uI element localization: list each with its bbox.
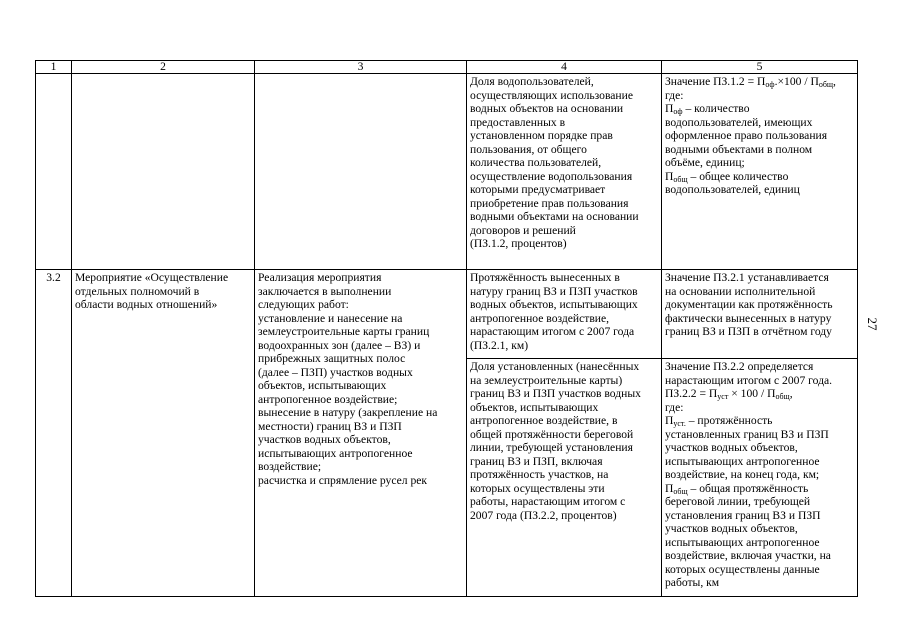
indicator-description: Доля установленных (нанесённых на землеустроительные карты) границ ВЗ и ПЗП участков водных объектов, испытывающих антропогенное воздействие, в общей протяжённости береговой линии, требующей установления границ ВЗ и ПЗП, включая протяжённость участков, на которых осуществлены эти работы, нарастающим итогом с 2007 года (ПЗ.2.2, процентов) — [467, 359, 662, 597]
param-text: – общая протяжённость береговой линии, требующей установления границ ВЗ и ПЗП участков водных объектов, испытывающих антропогенное воздействие, включая участки, на которых осуществлены данные работы, км — [665, 481, 831, 589]
formula-text: , — [789, 387, 793, 400]
indicators-table — [35, 60, 858, 597]
formula-subscript: уст — [717, 392, 729, 401]
formula-line — [665, 75, 854, 89]
formula-subscript: оф — [765, 80, 775, 89]
indicator-formula-cell: Значение ПЗ.2.1 устанавливается на основании исполнительной документации как протяжённость фактически вынесенных в натуру границ ВЗ и ПЗП в отчётном году — [662, 270, 858, 359]
param-subscript: общ — [673, 174, 688, 184]
param-symbol: П — [665, 414, 674, 427]
table-cell — [72, 74, 255, 270]
formula-subscript: общ — [818, 80, 834, 89]
param-symbol: П — [665, 481, 674, 495]
indicator-description: Доля водопользователей, осуществляющих использование водных объектов на основании предоставленных в установленном порядке прав пользования, от общего количества пользователей, осуществление водопользования которыми предусматривает приобретение прав пользования водными объектами на основании договоров и решений (ПЗ.1.2, процентов) — [467, 74, 662, 270]
formula-intro: Значение ПЗ.2.2 определяется нарастающим итогом с 2007 года. — [665, 360, 833, 387]
indicator-description: Протяжённость вынесенных в натуру границ ВЗ и ПЗП участков водных объектов, испытывающих антропогенное воздействие, нарастающим итогом с 2007 года (ПЗ.2.1, км) — [467, 270, 662, 359]
param-symbol: П — [665, 169, 674, 183]
table-row — [36, 270, 858, 359]
formula-text: ПЗ.2.2 = П — [665, 387, 718, 400]
table-row — [36, 74, 858, 270]
formula-param — [665, 170, 854, 197]
measure-description: Реализация мероприятия заключается в выполнении следующих работ: установление и нанесение на землеустроительные карты границ водоохранных зон (далее – ВЗ) и прибрежных защитных полос (далее – ПЗП) участков водных объектов, испытывающих антропогенное воздействие; вынесение в натуру (закрепление на местности) границ ВЗ и ПЗП участков водных объектов, испытывающих антропогенное воздействие; расчистка и спрямление русел рек — [255, 270, 467, 597]
formula-line — [665, 387, 854, 401]
table-cell — [36, 74, 72, 270]
page-number: 27 — [865, 317, 880, 331]
param-subscript: уст. — [673, 419, 686, 428]
param-text: – общее количество водопользователей, единиц — [665, 169, 800, 196]
formula-where: где: — [665, 88, 684, 102]
param-text: – количество водопользователей, имеющих оформленное право пользования водными объектами в полном объёме, единиц; — [665, 102, 828, 169]
formula-text: Значение ПЗ.1.2 = П — [665, 75, 766, 88]
param-text: – протяжённость установленных границ ВЗ и ПЗП участков водных объектов, испытывающих антропогенное воздействие, на конец года, км; — [665, 414, 829, 481]
formula-subscript: общ — [775, 392, 790, 401]
table-cell — [255, 74, 467, 270]
header-cell: 4 — [467, 61, 662, 74]
formula-where: где: — [665, 400, 684, 414]
header-cell: 3 — [255, 61, 467, 74]
header-cell: 2 — [72, 61, 255, 74]
param-subscript: оф — [673, 107, 683, 116]
formula-text: , — [833, 75, 836, 88]
formula-text: × 100 / П — [728, 387, 776, 400]
row-number: 3.2 — [36, 270, 72, 597]
indicator-formula-cell — [662, 74, 858, 270]
param-symbol: П — [665, 102, 674, 115]
formula-param — [665, 414, 854, 482]
measure-name: Мероприятие «Осуществление отдельных полномочий в области водных отношений» — [72, 270, 255, 597]
table-header-row — [36, 61, 858, 74]
header-cell: 5 — [662, 61, 858, 74]
header-cell: 1 — [36, 61, 72, 74]
formula-text: .×100 / П — [774, 75, 819, 88]
indicator-formula-cell — [662, 359, 858, 597]
formula-param — [665, 482, 854, 590]
formula-param — [665, 102, 854, 170]
param-subscript: общ — [673, 486, 688, 496]
